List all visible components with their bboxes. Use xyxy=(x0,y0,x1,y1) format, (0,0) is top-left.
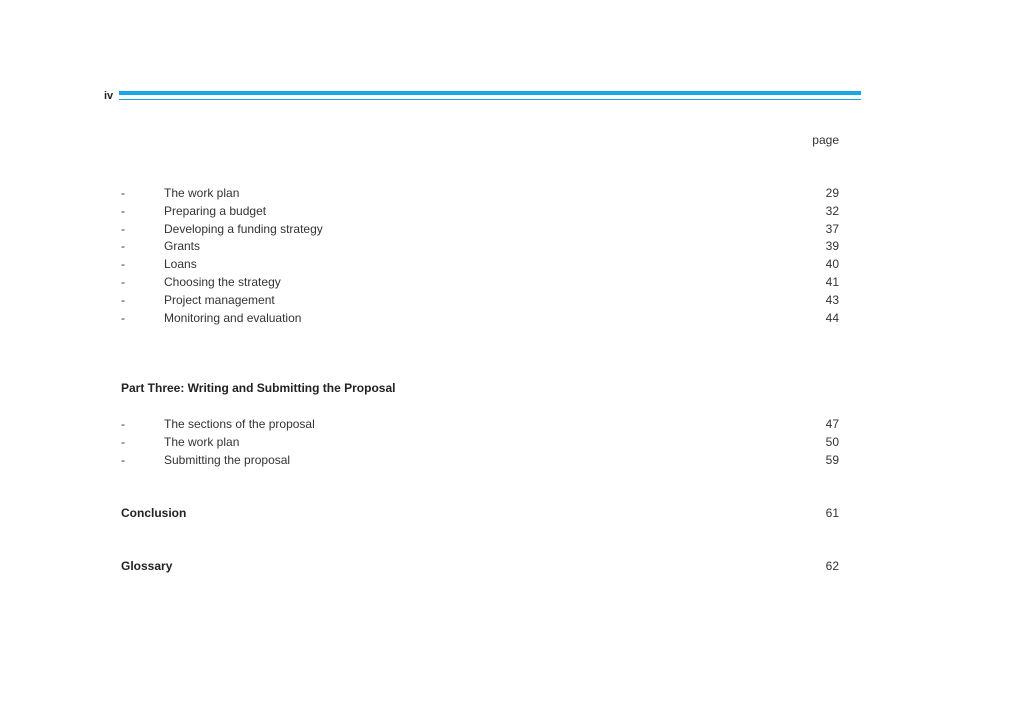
toc-dash: - xyxy=(121,435,125,449)
toc-row[interactable] xyxy=(121,415,839,433)
page-column-label: page xyxy=(812,133,839,147)
toc-page: 43 xyxy=(825,293,839,307)
section-title: Conclusion xyxy=(121,506,187,520)
toc-title: The work plan xyxy=(164,435,240,449)
toc-page: 50 xyxy=(825,435,839,449)
header-rule-thin xyxy=(119,99,861,100)
toc-title: Grants xyxy=(164,239,201,253)
toc-dash: - xyxy=(121,293,125,307)
toc-section-conclusion[interactable] xyxy=(121,504,839,522)
toc-row[interactable] xyxy=(121,202,839,220)
toc-dash: - xyxy=(121,186,125,200)
toc-title: Preparing a budget xyxy=(164,204,267,218)
toc-title: Monitoring and evaluation xyxy=(164,311,302,325)
toc-row[interactable] xyxy=(121,451,839,469)
toc-row[interactable] xyxy=(121,433,839,451)
toc-dash: - xyxy=(121,275,125,289)
header-rule-thick xyxy=(119,91,861,95)
toc-dash: - xyxy=(121,417,125,431)
toc-row[interactable] xyxy=(121,309,839,327)
toc-dash: - xyxy=(121,239,125,253)
toc-page: 41 xyxy=(825,275,839,289)
toc-dash: - xyxy=(121,453,125,467)
toc-title: Submitting the proposal xyxy=(164,453,291,467)
toc-row[interactable] xyxy=(121,291,839,309)
toc-title: The sections of the proposal xyxy=(164,417,315,431)
toc-title: The work plan xyxy=(164,186,240,200)
toc-page: 37 xyxy=(825,222,839,236)
toc-title: Loans xyxy=(164,257,197,271)
toc-page: 44 xyxy=(825,311,839,325)
toc-row[interactable] xyxy=(121,184,839,202)
toc-page: 39 xyxy=(825,239,839,253)
part-three-heading: Part Three: Writing and Submitting the Proposal xyxy=(121,381,396,395)
toc-title: Choosing the strategy xyxy=(164,275,281,289)
toc-page: 40 xyxy=(825,257,839,271)
toc-dash: - xyxy=(121,222,125,236)
toc-page: 29 xyxy=(825,186,839,200)
toc-page: 47 xyxy=(825,417,839,431)
toc-dash: - xyxy=(121,257,125,271)
toc-title: Developing a funding strategy xyxy=(164,222,323,236)
toc-dash: - xyxy=(121,311,125,325)
toc-row[interactable] xyxy=(121,220,839,238)
toc-page: 32 xyxy=(825,204,839,218)
toc-row[interactable] xyxy=(121,237,839,255)
toc-dash: - xyxy=(121,204,125,218)
section-page: 61 xyxy=(825,506,839,520)
section-page: 62 xyxy=(825,559,839,573)
toc-section-glossary[interactable] xyxy=(121,557,839,575)
toc-row[interactable] xyxy=(121,273,839,291)
toc-row[interactable] xyxy=(121,255,839,273)
toc-page: 59 xyxy=(825,453,839,467)
toc-title: Project management xyxy=(164,293,275,307)
page-number: iv xyxy=(104,90,114,102)
section-title: Glossary xyxy=(121,559,173,573)
